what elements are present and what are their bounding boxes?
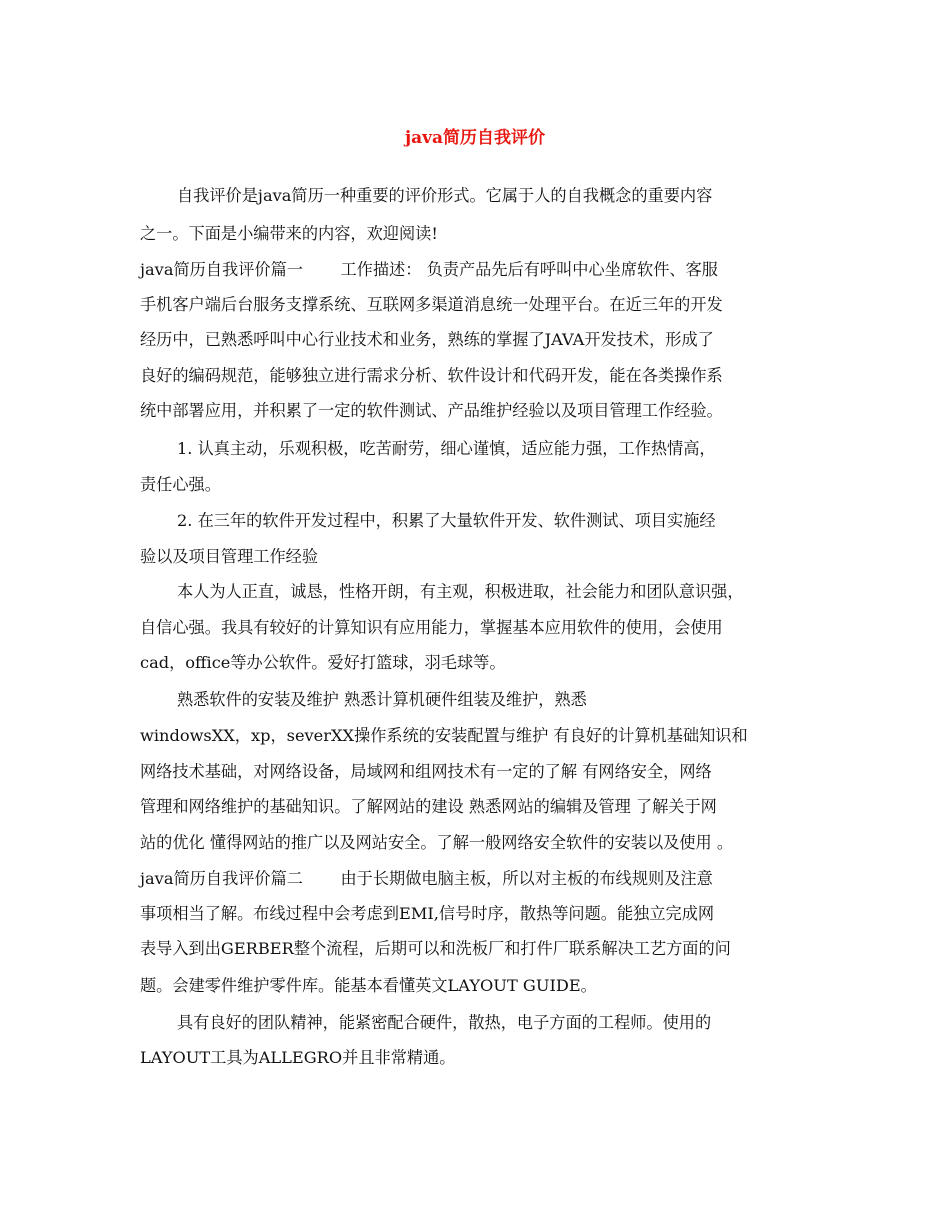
text-line: 管理和网络维护的基础知识。了解网站的建设 熟悉网站的编辑及管理 了解关于网 [140,797,717,816]
text-line: 验以及项目管理工作经验 [140,547,319,566]
text-line: 表导入到出GERBER整个流程，后期可以和洗板厂和打件厂联系解决工艺方面的问 [140,939,731,958]
text-line: 1. 认真主动，乐观积极，吃苦耐劳，细心谨慎，适应能力强，工作热情高， [177,439,716,458]
text-line: 题。会建零件维护零件库。能基本看懂英文LAYOUT GUIDE。 [140,976,597,995]
text-line: 具有良好的团队精神，能紧密配合硬件，散热，电子方面的工程师。使用的 [177,1013,712,1032]
text-line: 之一。下面是小编带来的内容，欢迎阅读! [140,224,438,243]
text-line: java简历自我评价篇一 工作描述： 负责产品先后有呼叫中心坐席软件、客服 [140,260,718,279]
text-line: 经历中，已熟悉呼叫中心行业技术和业务，熟练的掌握了JAVA开发技术，形成了 [140,330,714,349]
text-line: 网络技术基础，对网络设备，局域网和组网技术有一定的了解 有网络安全，网络 [140,762,712,781]
text-line: 事项相当了解。布线过程中会考虑到EMI,信号时序，散热等问题。能独立完成网 [140,904,715,923]
text-line: 2. 在三年的软件开发过程中，积累了大量软件开发、软件测试、项目实施经 [177,511,716,530]
text-line: 本人为人正直，诚恳，性格开朗，有主观，积极进取，社会能力和团队意识强， [177,582,744,601]
text-line: LAYOUT工具为ALLEGRO并且非常精通。 [140,1048,456,1067]
text-line: 手机客户端后台服务支撑系统、互联网多渠道消息统一处理平台。在近三年的开发 [140,295,723,314]
text-line: 责任心强。 [140,475,221,494]
text-line: 良好的编码规范，能够独立进行需求分析、软件设计和代码开发，能在各类操作系 [140,366,723,385]
text-line: 统中部署应用，并积累了一定的软件测试、产品维护经验以及项目管理工作经验。 [140,401,723,420]
document-title: java简历自我评价 [404,128,546,148]
text-line: cad，office等办公软件。爱好打篮球，羽毛球等。 [140,653,506,672]
text-line: 熟悉软件的安装及维护 熟悉计算机硬件组装及维护，熟悉 [177,690,587,709]
text-line: windowsXX，xp，severXX操作系统的安装配置与维护 有良好的计算机基础知识和 [140,726,748,745]
text-line: java简历自我评价篇二 由于长期做电脑主板，所以对主板的布线规则及注意 [140,869,713,888]
text-line: 站的优化 懂得网站的推广以及网站安全。了解一般网络安全软件的安装以及使用 。 [140,833,734,852]
text-line: 自我评价是java简历一种重要的评价形式。它属于人的自我概念的重要内容 [177,186,713,205]
text-line: 自信心强。我具有较好的计算知识有应用能力，掌握基本应用软件的使用，会使用 [140,618,723,637]
